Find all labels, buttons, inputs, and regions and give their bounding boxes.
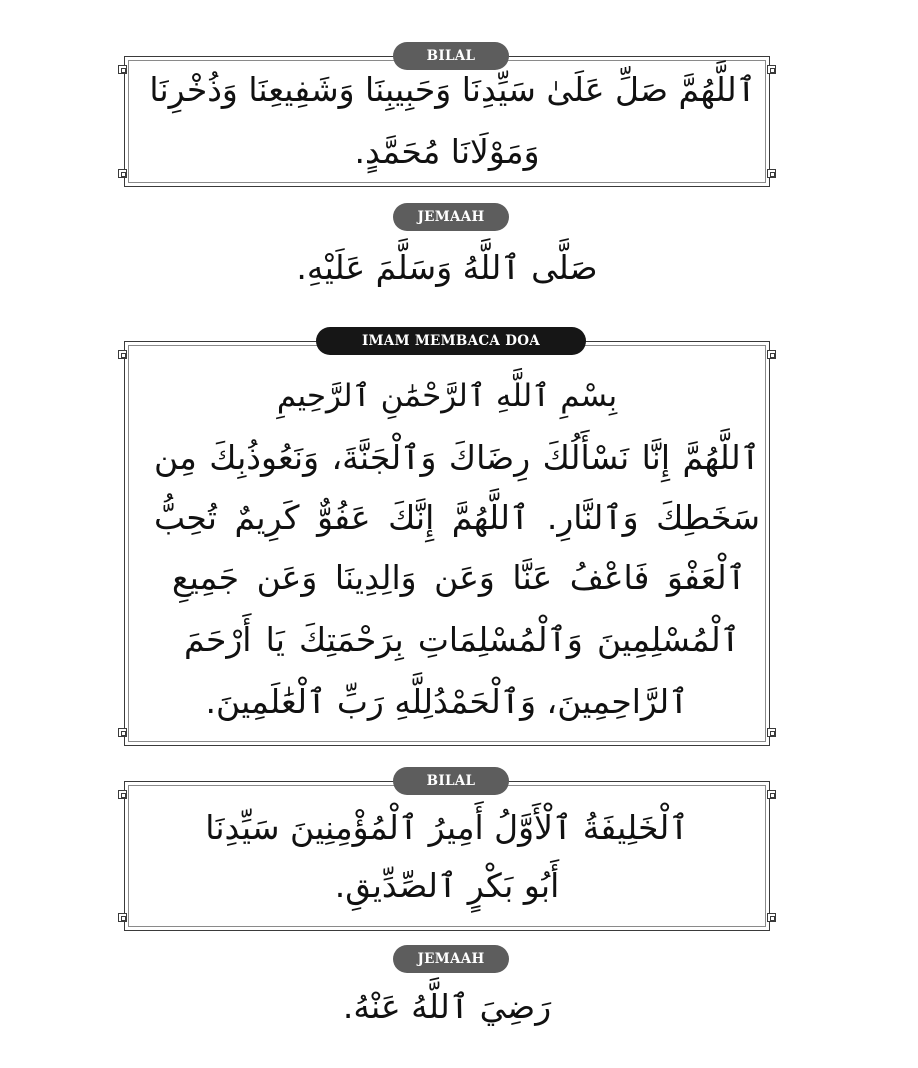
frame-corner-ornament	[767, 913, 776, 922]
bilal-khalifah-line: ٱلْخَلِيفَةُ ٱلْأَوَّلُ أَمِيرُ ٱلْمُؤْمِنِينَ سَيِّدِنَا	[205, 808, 689, 847]
frame-corner-ornament	[118, 728, 127, 737]
frame-corner-ornament	[118, 65, 127, 74]
frame-corner-ornament	[118, 350, 127, 359]
jemaah-response-line: رَضِيَ ٱللَّهُ عَنْهُ.	[342, 987, 552, 1026]
doa-line: ٱلْعَفْوَ فَاعْفُ عَنَّا وَعَن وَالِدِينَا وَعَن جَمِيعِ	[172, 558, 746, 597]
bilal-khalifah-line: أَبُو بَكْرٍ ٱلصِّدِّيقِ.	[334, 866, 560, 905]
bilal-badge: BILAL	[393, 42, 509, 70]
imam-doa-badge: IMAM MEMBACA DOA	[316, 327, 586, 355]
doa-line: ٱلرَّاحِمِينَ، وَٱلْحَمْدُلِلَّهِ رَبِّ ٱلْعَٰلَمِينَ.	[205, 682, 689, 721]
frame-corner-ornament	[767, 350, 776, 359]
doa-line: ٱللَّهُمَّ إِنَّا نَسْأَلُكَ رِضَاكَ وَٱلْجَنَّةَ، وَنَعُوذُبِكَ مِن	[154, 438, 760, 477]
bilal-badge: BILAL	[393, 767, 509, 795]
jemaah-badge: JEMAAH	[393, 945, 509, 973]
frame-corner-ornament	[767, 169, 776, 178]
frame-corner-ornament	[767, 65, 776, 74]
frame-corner-ornament	[118, 169, 127, 178]
frame-corner-ornament	[118, 790, 127, 799]
bilal-salawat-line: وَمَوْلَانَا مُحَمَّدٍ.	[354, 132, 540, 171]
frame-corner-ornament	[118, 913, 127, 922]
doa-line: ٱلْمُسْلِمِينَ وَٱلْمُسْلِمَاتِ بِرَحْمَتِكَ يَا أَرْحَمَ	[184, 620, 740, 659]
bilal-khalifah-frame	[124, 781, 770, 931]
basmala-line: بِسْمِ ٱللَّهِ ٱلرَّحْمَٰنِ ٱلرَّحِيمِ	[276, 378, 618, 414]
jemaah-badge: JEMAAH	[393, 203, 509, 231]
bilal-salawat-line: ٱللَّهُمَّ صَلِّ عَلَىٰ سَيِّدِنَا وَحَبِيبِنَا وَشَفِيعِنَا وَذُخْرِنَا	[149, 70, 756, 109]
doa-line: سَخَطِكَ وَٱلنَّارِ. ٱللَّهُمَّ إِنَّكَ عَفُوٌّ كَرِيمٌ تُحِبُّ	[154, 498, 760, 537]
frame-corner-ornament	[767, 790, 776, 799]
jemaah-response-line: صَلَّى ٱللَّهُ وَسَلَّمَ عَلَيْهِ.	[296, 248, 598, 287]
frame-corner-ornament	[767, 728, 776, 737]
